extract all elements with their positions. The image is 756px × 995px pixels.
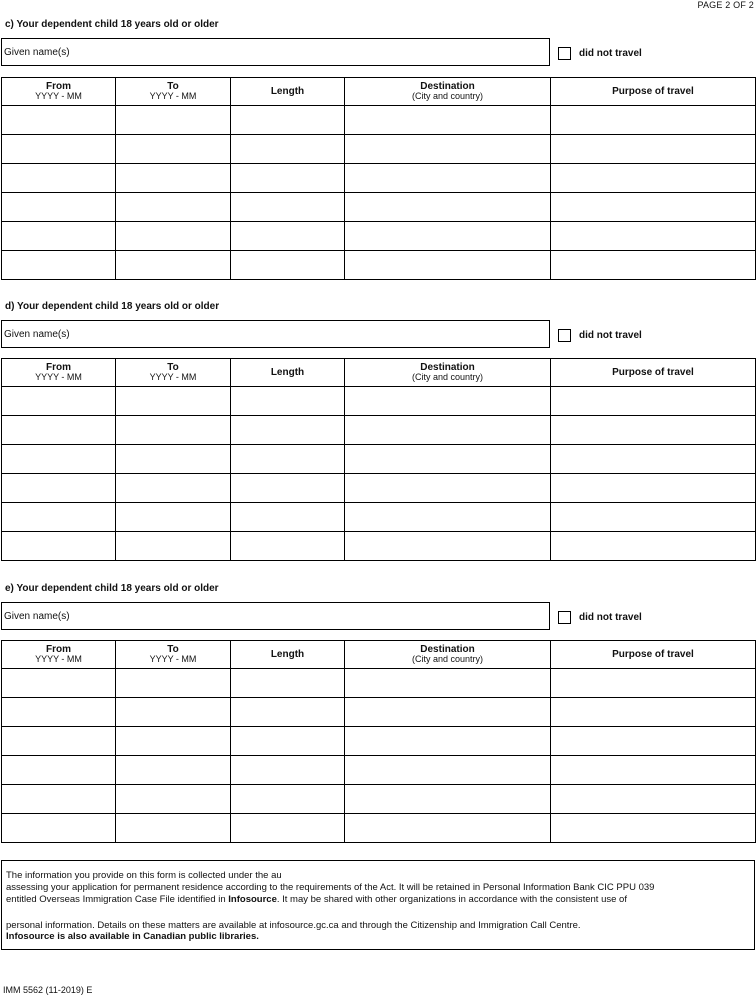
to-cell[interactable] xyxy=(116,503,231,532)
destination-cell[interactable] xyxy=(345,785,551,814)
length-cell[interactable] xyxy=(231,164,345,193)
from-cell[interactable] xyxy=(2,756,116,785)
to-cell[interactable] xyxy=(116,251,231,280)
table-row xyxy=(2,222,756,251)
from-cell[interactable] xyxy=(2,164,116,193)
table-header-row xyxy=(2,359,756,387)
length-cell[interactable] xyxy=(231,387,345,416)
notice-line-5: Infosource is also available in Canadian public libraries. xyxy=(6,931,259,942)
purpose-header: Purpose of travel xyxy=(551,359,756,387)
purpose-header: Purpose of travel xyxy=(551,641,756,669)
purpose-cell[interactable] xyxy=(551,222,756,251)
from-cell[interactable] xyxy=(2,474,116,503)
from-cell[interactable] xyxy=(2,387,116,416)
from-cell[interactable] xyxy=(2,106,116,135)
from-cell[interactable] xyxy=(2,251,116,280)
table-row xyxy=(2,532,756,561)
destination-cell[interactable] xyxy=(345,445,551,474)
did-not-travel-label: did not travel xyxy=(579,48,642,59)
destination-cell[interactable] xyxy=(345,474,551,503)
table-row xyxy=(2,698,756,727)
notice-line-4: personal information. Details on these matters are available at infosource.gc.ca and through the Citizenship and Immigration Call Centre. xyxy=(6,920,581,931)
purpose-cell[interactable] xyxy=(551,814,756,843)
length-cell[interactable] xyxy=(231,756,345,785)
to-cell[interactable] xyxy=(116,416,231,445)
table-row xyxy=(2,474,756,503)
purpose-cell[interactable] xyxy=(551,445,756,474)
notice-line-1: The information you provide on this form is collected under the au xyxy=(6,870,282,881)
length-cell[interactable] xyxy=(231,503,345,532)
from-cell[interactable] xyxy=(2,503,116,532)
did-not-travel-checkbox[interactable] xyxy=(558,611,571,624)
table-row xyxy=(2,387,756,416)
from-cell[interactable] xyxy=(2,698,116,727)
section-d-given-name-field[interactable] xyxy=(1,320,550,348)
to-cell[interactable] xyxy=(116,698,231,727)
table-row xyxy=(2,727,756,756)
length-cell[interactable] xyxy=(231,445,345,474)
to-header: To YYYY - MM xyxy=(116,78,231,106)
length-cell[interactable] xyxy=(231,222,345,251)
purpose-cell[interactable] xyxy=(551,785,756,814)
purpose-cell[interactable] xyxy=(551,164,756,193)
given-name-label: Given name(s) xyxy=(4,611,70,622)
from-header: From YYYY - MM xyxy=(2,359,116,387)
length-cell[interactable] xyxy=(231,135,345,164)
length-header: Length xyxy=(231,78,345,106)
length-header: Length xyxy=(231,359,345,387)
form-code: IMM 5562 (11-2019) E xyxy=(3,985,93,995)
page-number: PAGE 2 OF 2 xyxy=(697,0,754,10)
table-row xyxy=(2,669,756,698)
from-cell[interactable] xyxy=(2,135,116,164)
length-cell[interactable] xyxy=(231,474,345,503)
length-cell[interactable] xyxy=(231,532,345,561)
destination-cell[interactable] xyxy=(345,416,551,445)
from-cell[interactable] xyxy=(2,532,116,561)
to-cell[interactable] xyxy=(116,445,231,474)
table-header-row xyxy=(2,641,756,669)
section-e-travel-table xyxy=(1,640,756,843)
length-cell[interactable] xyxy=(231,785,345,814)
to-cell[interactable] xyxy=(116,756,231,785)
destination-cell[interactable] xyxy=(345,727,551,756)
given-name-label: Given name(s) xyxy=(4,47,70,58)
did-not-travel-checkbox[interactable] xyxy=(558,329,571,342)
to-cell[interactable] xyxy=(116,135,231,164)
destination-cell[interactable] xyxy=(345,756,551,785)
from-cell[interactable] xyxy=(2,445,116,474)
destination-cell[interactable] xyxy=(345,164,551,193)
to-cell[interactable] xyxy=(116,727,231,756)
notice-line-2: assessing your application for permanent residence according to the requirements of the Act. It will be retained in Personal Information Bank CIC PPU 039 xyxy=(6,882,655,893)
purpose-cell[interactable] xyxy=(551,503,756,532)
purpose-cell[interactable] xyxy=(551,193,756,222)
purpose-cell[interactable] xyxy=(551,532,756,561)
section-d-title: d) Your dependent child 18 years old or older xyxy=(5,301,220,312)
destination-cell[interactable] xyxy=(345,698,551,727)
to-header: To YYYY - MM xyxy=(116,359,231,387)
table-row xyxy=(2,814,756,843)
given-name-label: Given name(s) xyxy=(4,329,70,340)
length-cell[interactable] xyxy=(231,193,345,222)
section-c-did-not-travel xyxy=(558,47,642,60)
length-header: Length xyxy=(231,641,345,669)
length-cell[interactable] xyxy=(231,698,345,727)
section-d-did-not-travel xyxy=(558,329,642,342)
from-header: From YYYY - MM xyxy=(2,78,116,106)
destination-cell[interactable] xyxy=(345,135,551,164)
table-row xyxy=(2,164,756,193)
to-cell[interactable] xyxy=(116,193,231,222)
from-header: From YYYY - MM xyxy=(2,641,116,669)
purpose-cell[interactable] xyxy=(551,698,756,727)
destination-cell[interactable] xyxy=(345,251,551,280)
destination-cell[interactable] xyxy=(345,106,551,135)
table-row xyxy=(2,416,756,445)
from-cell[interactable] xyxy=(2,193,116,222)
purpose-cell[interactable] xyxy=(551,727,756,756)
table-row xyxy=(2,785,756,814)
destination-header: Destination (City and country) xyxy=(345,359,551,387)
from-cell[interactable] xyxy=(2,814,116,843)
did-not-travel-checkbox[interactable] xyxy=(558,47,571,60)
privacy-notice xyxy=(1,860,755,950)
length-cell[interactable] xyxy=(231,106,345,135)
table-row xyxy=(2,135,756,164)
section-e-did-not-travel xyxy=(558,611,642,624)
purpose-cell[interactable] xyxy=(551,669,756,698)
length-cell[interactable] xyxy=(231,416,345,445)
destination-header: Destination (City and country) xyxy=(345,641,551,669)
table-header-row xyxy=(2,78,756,106)
to-cell[interactable] xyxy=(116,785,231,814)
purpose-cell[interactable] xyxy=(551,135,756,164)
purpose-cell[interactable] xyxy=(551,756,756,785)
to-cell[interactable] xyxy=(116,387,231,416)
from-cell[interactable] xyxy=(2,785,116,814)
destination-cell[interactable] xyxy=(345,222,551,251)
section-c-title: c) Your dependent child 18 years old or older xyxy=(5,19,219,30)
did-not-travel-label: did not travel xyxy=(579,330,642,341)
purpose-cell[interactable] xyxy=(551,416,756,445)
destination-cell[interactable] xyxy=(345,669,551,698)
from-cell[interactable] xyxy=(2,222,116,251)
to-cell[interactable] xyxy=(116,164,231,193)
destination-cell[interactable] xyxy=(345,193,551,222)
destination-header: Destination (City and country) xyxy=(345,78,551,106)
destination-cell[interactable] xyxy=(345,387,551,416)
from-cell[interactable] xyxy=(2,727,116,756)
section-e-title: e) Your dependent child 18 years old or older xyxy=(5,583,219,594)
from-cell[interactable] xyxy=(2,669,116,698)
destination-cell[interactable] xyxy=(345,503,551,532)
table-row xyxy=(2,106,756,135)
did-not-travel-label: did not travel xyxy=(579,612,642,623)
section-d-travel-table xyxy=(1,358,756,561)
purpose-cell[interactable] xyxy=(551,474,756,503)
to-cell[interactable] xyxy=(116,669,231,698)
section-c-travel-table xyxy=(1,77,756,280)
section-c-given-name-field[interactable] xyxy=(1,38,550,66)
table-row xyxy=(2,445,756,474)
to-cell[interactable] xyxy=(116,474,231,503)
purpose-header: Purpose of travel xyxy=(551,78,756,106)
destination-cell[interactable] xyxy=(345,532,551,561)
length-cell[interactable] xyxy=(231,251,345,280)
from-cell[interactable] xyxy=(2,416,116,445)
purpose-cell[interactable] xyxy=(551,387,756,416)
table-row xyxy=(2,756,756,785)
table-row xyxy=(2,193,756,222)
table-row xyxy=(2,251,756,280)
length-cell[interactable] xyxy=(231,669,345,698)
destination-cell[interactable] xyxy=(345,814,551,843)
to-cell[interactable] xyxy=(116,814,231,843)
table-row xyxy=(2,503,756,532)
length-cell[interactable] xyxy=(231,727,345,756)
purpose-cell[interactable] xyxy=(551,106,756,135)
purpose-cell[interactable] xyxy=(551,251,756,280)
to-cell[interactable] xyxy=(116,532,231,561)
to-cell[interactable] xyxy=(116,222,231,251)
notice-line-3: entitled Overseas Immigration Case File identified in Infosource. It may be shared with other organizations in accordance with the consistent use of xyxy=(6,894,627,905)
to-cell[interactable] xyxy=(116,106,231,135)
length-cell[interactable] xyxy=(231,814,345,843)
section-e-given-name-field[interactable] xyxy=(1,602,550,630)
to-header: To YYYY - MM xyxy=(116,641,231,669)
